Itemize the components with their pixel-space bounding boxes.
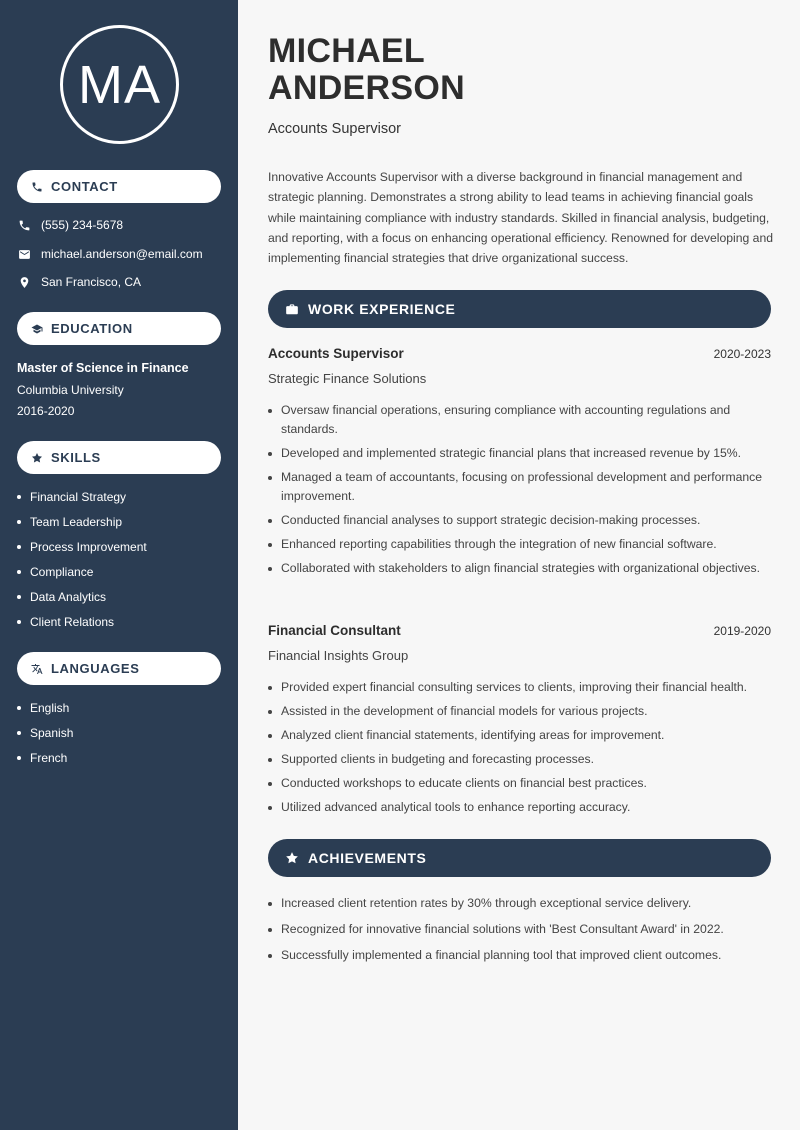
job-role: Accounts Supervisor [268,346,404,361]
list-item: Conducted workshops to educate clients on financial best practices. [268,774,771,793]
bullet-icon [268,806,272,810]
bullet-icon [268,734,272,738]
work-experience-label: WORK EXPERIENCE [308,301,456,317]
list-item: Managed a team of accountants, focusing on professional development and performance improvement. [268,468,771,506]
list-item: Utilized advanced analytical tools to enhance reporting accuracy. [268,798,771,817]
bullet-icon [268,782,272,786]
contact-email-text[interactable]: michael.anderson@email.com [41,247,203,261]
star-icon [31,452,43,464]
briefcase-icon [285,302,299,316]
bullet-icon [268,452,272,456]
list-item: Developed and implemented strategic financial plans that increased revenue by 15%. [268,444,771,463]
location-pin-icon [17,275,31,289]
list-item: Enhanced reporting capabilities through the integration of new financial software. [268,535,771,554]
first-name: MICHAEL [268,32,425,70]
bullet-icon [268,954,272,958]
skill-item: Process Improvement [17,540,147,565]
language-item: English [17,701,73,726]
contact-heading-label: CONTACT [51,179,118,194]
bullet-icon [17,570,21,574]
job-role: Financial Consultant [268,623,401,638]
list-item: Recognized for innovative financial solutions with 'Best Consultant Award' in 2022. [268,920,771,939]
job-bullets [268,401,771,578]
languages-list [17,701,73,776]
contact-phone [17,218,123,232]
contact-location [17,275,141,289]
list-item: Supported clients in budgeting and forecasting processes. [268,750,771,769]
translate-icon [31,663,43,675]
job-entry [268,346,771,583]
list-item: Provided expert financial consulting services to clients, improving their financial health. [268,678,771,697]
main-content [238,0,800,1130]
phone-icon [31,181,43,193]
skill-item: Client Relations [17,615,147,640]
skill-item: Team Leadership [17,515,147,540]
job-bullets [268,678,771,817]
email-icon [17,247,31,261]
contact-location-text: San Francisco, CA [41,275,142,289]
bullet-icon [268,409,272,413]
contact-phone-text: (555) 234-5678 [41,218,124,232]
job-entry [268,623,771,822]
bullet-icon [268,476,272,480]
education-heading [17,312,221,345]
job-company: Strategic Finance Solutions [268,371,427,386]
contact-heading [17,170,221,203]
education-degree: Master of Science in Finance [17,361,189,375]
phone-icon [17,218,31,232]
sidebar [0,0,238,1130]
star-icon [285,851,299,865]
skills-heading-label: SKILLS [51,450,101,465]
skill-item: Financial Strategy [17,490,147,515]
list-item: Collaborated with stakeholders to align financial strategies with organizational objectives. [268,559,771,578]
bullet-icon [268,758,272,762]
education-heading-label: EDUCATION [51,321,133,336]
list-item: Analyzed client financial statements, identifying areas for improvement. [268,726,771,745]
job-company: Financial Insights Group [268,648,409,663]
bullet-icon [268,902,272,906]
bullet-icon [17,495,21,499]
skill-item: Compliance [17,565,147,590]
achievements-list [268,894,771,972]
list-item: Assisted in the development of financial models for various projects. [268,702,771,721]
bullet-icon [268,543,272,547]
bullet-icon [268,686,272,690]
graduation-cap-icon [31,323,43,335]
achievements-heading [268,839,771,877]
candidate-title: Accounts Supervisor [268,121,401,137]
bullet-icon [268,928,272,932]
bullet-icon [268,710,272,714]
bullet-icon [17,756,21,760]
bullet-icon [268,519,272,523]
achievements-label: ACHIEVEMENTS [308,850,427,866]
job-dates: 2019-2020 [713,624,771,638]
languages-heading-label: LANGUAGES [51,661,140,676]
avatar-initials: MA [60,25,179,144]
bullet-icon [17,731,21,735]
last-name: ANDERSON [268,69,465,107]
work-experience-heading [268,290,771,328]
contact-email [17,247,203,261]
bullet-icon [17,620,21,624]
languages-heading [17,652,221,685]
education-years: 2016-2020 [17,404,75,418]
language-item: Spanish [17,726,73,751]
skills-list [17,490,147,640]
list-item: Oversaw financial operations, ensuring compliance with accounting regulations and standards. [268,401,771,439]
skill-item: Data Analytics [17,590,147,615]
candidate-name [268,33,465,107]
bullet-icon [268,567,272,571]
skills-heading [17,441,221,474]
profile-summary: Innovative Accounts Supervisor with a diverse background in financial management and strategic planning. Demonstrates a strong ability to lead teams in achieving financial goals while maintaining compliance with industry standards. Skilled in financial analysis, budgeting, and reporting, with a focus on enhancing operational efficiency. Renowned for developing and implementing financial strategies that drive organizational success. [268,170,773,266]
language-item: French [17,751,73,776]
bullet-icon [17,706,21,710]
list-item: Increased client retention rates by 30% through exceptional service delivery. [268,894,771,913]
bullet-icon [17,520,21,524]
list-item: Conducted financial analyses to support strategic decision-making processes. [268,511,771,530]
bullet-icon [17,595,21,599]
list-item: Successfully implemented a financial planning tool that improved client outcomes. [268,946,771,965]
bullet-icon [17,545,21,549]
job-dates: 2020-2023 [713,347,771,361]
education-school: Columbia University [17,383,124,397]
